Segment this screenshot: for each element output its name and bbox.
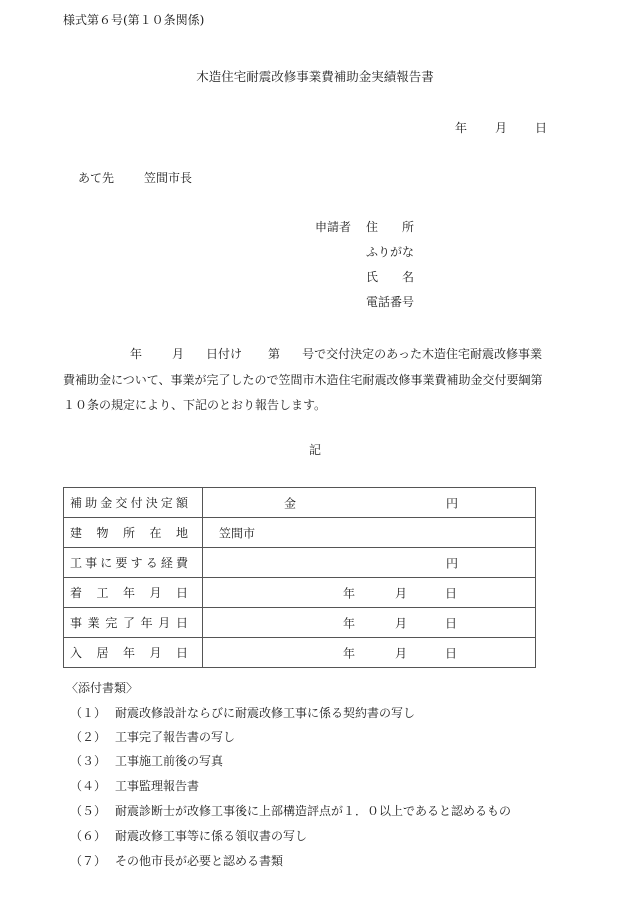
label-text: 着 工 年 月 日 (70, 586, 188, 600)
address-char-1: 住 (366, 220, 379, 234)
row-label (64, 488, 203, 518)
address-char-2: 所 (402, 220, 415, 234)
date-year: 年 (455, 121, 468, 135)
attachment-text: 工事完了報告書の写し (115, 730, 236, 744)
attachment-number: （１） (70, 706, 107, 720)
table-row (64, 578, 536, 608)
label-text: 補 助 金 交 付 決 定 額 (70, 496, 188, 510)
row-value (203, 638, 536, 668)
attachment-number: （４） (70, 779, 107, 793)
table-row (64, 488, 536, 518)
body-year: 年 (130, 347, 143, 361)
row-label (64, 638, 203, 668)
yen-label: 円 (446, 496, 459, 510)
report-date (455, 122, 547, 134)
attachment-text: 耐震改修工事等に係る領収書の写し (115, 829, 308, 843)
body-line-2: 費補助金について、事業が完了したので笠間市木造住宅耐震改修事業費補助金交付要綱第 (63, 373, 543, 387)
label-text: 工 事 に 要 す る 経 費 (70, 556, 188, 570)
addressee-label: あて先 (78, 171, 115, 185)
row-value (203, 578, 536, 608)
table-row (64, 638, 536, 668)
table-row (64, 518, 536, 548)
attachment-number: （７） (70, 854, 107, 868)
attachment-text: その他市長が必要と認める書類 (115, 854, 284, 868)
year-label: 年 (343, 616, 356, 630)
body-line-1 (130, 348, 542, 360)
day-label: 日 (445, 646, 458, 660)
row-label (64, 548, 203, 578)
name-char-1: 氏 (366, 270, 379, 284)
summary-table (63, 487, 536, 668)
document-title: 木造住宅耐震改修事業費補助金実績報告書 (196, 69, 434, 84)
date-month: 月 (495, 121, 508, 135)
body-no: 第 (268, 347, 281, 361)
attachment-number: （６） (70, 829, 107, 843)
attachment-text: 耐震診断士が改修工事後に上部構造評点が１．０以上であると認めるもの (115, 804, 512, 818)
month-label: 月 (395, 616, 408, 630)
date-day: 日 (535, 121, 548, 135)
row-label (64, 578, 203, 608)
year-label: 年 (343, 586, 356, 600)
applicant-phone-label: 電話番号 (366, 295, 415, 309)
month-label: 月 (395, 586, 408, 600)
table-row (64, 608, 536, 638)
year-label: 年 (343, 646, 356, 660)
addressee (78, 172, 192, 184)
body-line-1-rest: 号で交付決定のあった木造住宅耐震改修事業 (302, 347, 542, 361)
label-text: 事 業 完 了 年 月 日 (70, 616, 188, 630)
row-value (203, 608, 536, 638)
applicant-name-label (366, 271, 414, 283)
row-label (64, 518, 203, 548)
month-label: 月 (395, 646, 408, 660)
applicant-address-label (366, 221, 414, 233)
row-value (203, 518, 536, 548)
attachment-number: （５） (70, 804, 107, 818)
form-number: 様式第６号(第１０条関係) (63, 13, 205, 27)
attachment-text: 工事施工前後の写真 (115, 754, 224, 768)
row-value (203, 488, 536, 518)
table-row (64, 548, 536, 578)
body-month: 月 (172, 347, 185, 361)
addressee-name: 笠間市長 (144, 171, 193, 185)
body-line-3: １０条の規定により、下記のとおり報告します。 (63, 398, 327, 412)
ki-heading: 記 (308, 443, 321, 457)
yen-label: 円 (446, 556, 459, 570)
applicant-furigana-label: ふりがな (366, 245, 415, 259)
attachment-number: （２） (70, 730, 107, 744)
location-value: 笠間市 (219, 526, 256, 540)
label-text: 入 居 年 月 日 (70, 646, 188, 660)
label-text: 建 物 所 在 地 (70, 526, 188, 540)
attachments-heading: 〈添付書類〉 (66, 681, 139, 695)
name-char-2: 名 (402, 270, 415, 284)
attachment-number: （３） (70, 754, 107, 768)
applicant-heading: 申請者 (315, 220, 352, 234)
day-label: 日 (445, 586, 458, 600)
row-value (203, 548, 536, 578)
attachment-text: 工事監理報告書 (115, 779, 200, 793)
day-label: 日 (445, 616, 458, 630)
kin-label: 金 (284, 496, 297, 510)
body-dated: 日付け (206, 347, 243, 361)
attachment-text: 耐震改修設計ならびに耐震改修工事に係る契約書の写し (115, 706, 416, 720)
row-label (64, 608, 203, 638)
